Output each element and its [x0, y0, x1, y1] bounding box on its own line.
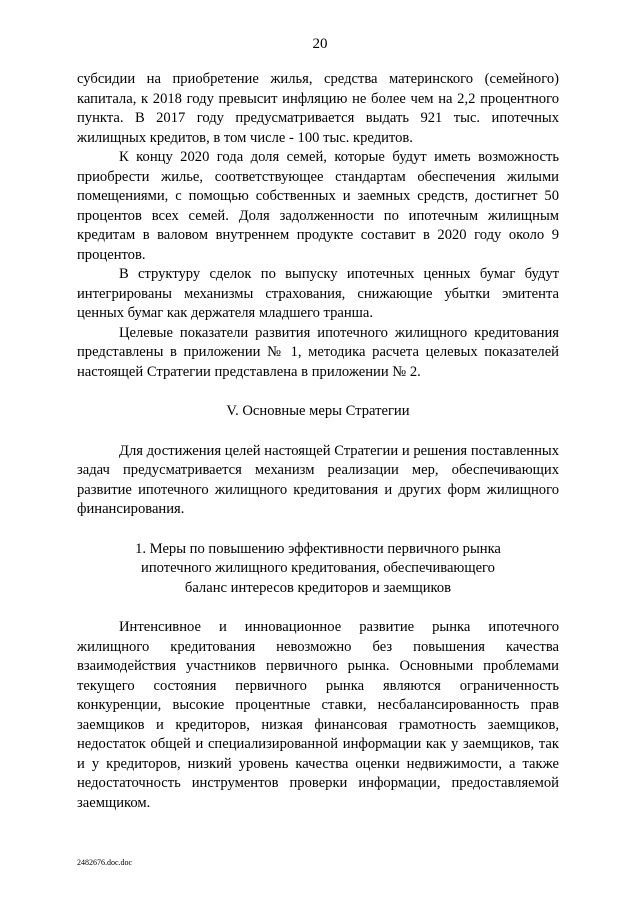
subsection-heading-line: 1. Меры по повышению эффективности первичного рынка — [135, 540, 501, 557]
paragraph-insurance: В структуру сделок по выпуску ипотечных ценных бумаг будут интегрированы механизмы страхования, снижающие убытки эмитента ценных бумаг как держателя младшего транша. — [77, 266, 559, 321]
page-number: 20 — [312, 36, 328, 52]
section-heading: V. Основные меры Стратегии — [226, 403, 410, 419]
paragraph-continuation: субсидии на приобретение жилья, средства материнского (семейного) капитала, к 2018 году превысит инфляцию не более чем на 2,2 процентного пункта. В 2017 году предусматривается выдать 921 тыс. ипотечных жилищных кредитов, в том числе - 100 тыс. кредитов. — [77, 71, 559, 146]
document-footer: 2482676.doc.doc — [77, 858, 133, 867]
subsection-heading-line: баланс интересов кредиторов и заемщиков — [184, 579, 452, 596]
section-intro-paragraph: Для достижения целей настоящей Стратегии и решения поставленных задач предусматривается механизм реализации мер, обеспечивающих развитие ипотечного жилищного кредитования и других форм жилищного финансирования. — [77, 442, 559, 517]
paragraph-family-share: К концу 2020 года доля семей, которые будут иметь возможность приобрести жилье, соответствующее стандартам обеспечения жилыми помещениями, с помощью собственных и заемных средств, достигнет 50 процентов всех семей. Доля задолженности по ипотечным жилищным кредитам в валовом внутреннем продукте составит в 2020 году около 9 процентов. — [77, 149, 559, 263]
document-body — [77, 70, 559, 813]
paragraph-target-indicators: Целевые показатели развития ипотечного жилищного кредитования представлены в приложении № 1, методика расчета целевых показателей настоящей Стратегии представлена в приложении № 2. — [77, 324, 559, 380]
subsection-heading — [77, 540, 559, 599]
subsection-heading-line: ипотечного жилищного кредитования, обеспечивающего — [141, 560, 495, 576]
subsection-paragraph: Интенсивное и инновационное развитие рынка ипотечного жилищного кредитования невозможно без повышения качества взаимодействия участников первичного рынка. Основными проблемами текущего состояния первичного рынка являются ограниченность конкуренции, высокие процентные ставки, несбалансированность прав заемщиков и кредиторов, низкая финансовая грамотность заемщиков, недостаток общей и специализированной информации как у заемщиков, так и у кредиторов, низкий уровень качества оценки недвижимости, а также недостаточность инструментов проверки информации, предоставляемой заемщиком. — [77, 619, 559, 811]
